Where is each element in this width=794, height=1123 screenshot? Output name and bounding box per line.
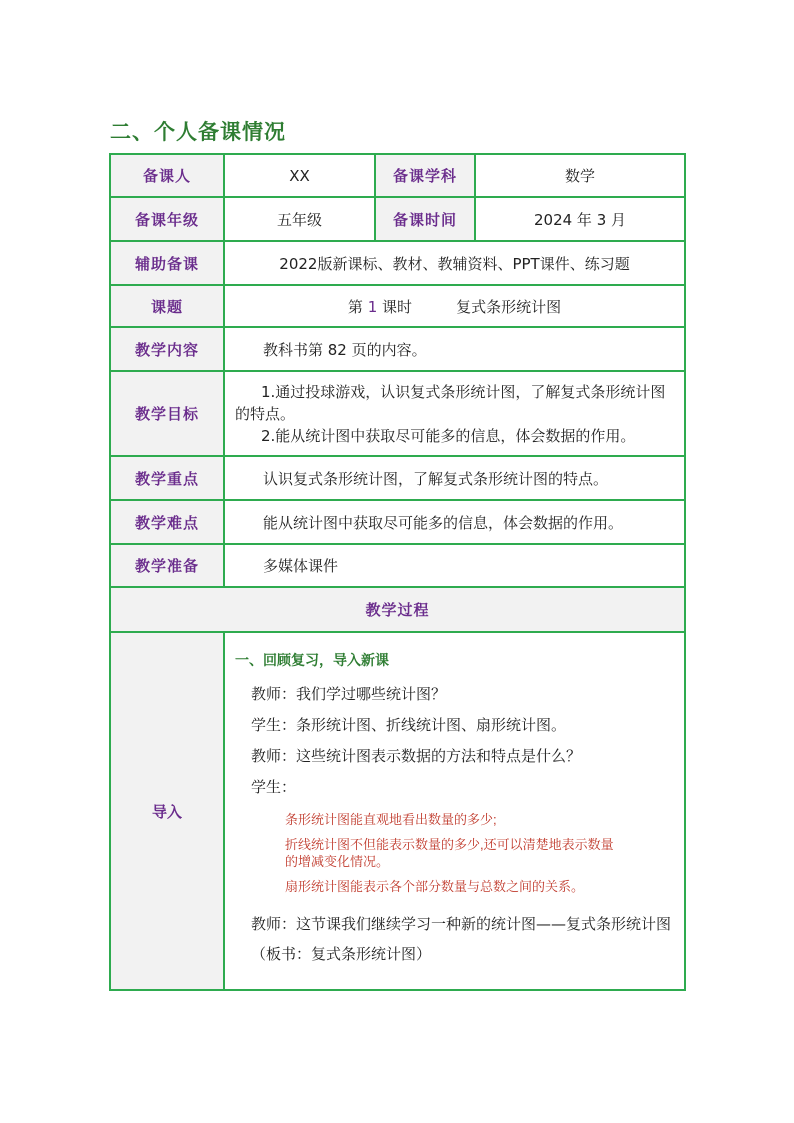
difficulty-value: 能从统计图中获取尽可能多的信息，体会数据的作用。 xyxy=(224,500,685,544)
key-value: 认识复式条形统计图，了解复式条形统计图的特点。 xyxy=(224,456,685,500)
topic-value xyxy=(224,285,685,327)
content-label: 教学内容 xyxy=(110,327,224,371)
answer-line-chart-a: 折线统计图不但能表示数量的多少,还可以清楚地表示数量 xyxy=(285,836,614,852)
row-grade xyxy=(110,197,685,241)
dialog-line-1: 教师：我们学过哪些统计图？ xyxy=(251,684,447,703)
grade-value: 五年级 xyxy=(224,197,375,241)
row-key xyxy=(110,456,685,500)
answer-line-chart-b: 的增减变化情况。 xyxy=(285,853,390,869)
row-prep xyxy=(110,544,685,587)
prep-label: 教学准备 xyxy=(110,544,224,587)
topic-unit: 课时 xyxy=(382,297,413,316)
subject-label: 备课学科 xyxy=(375,154,475,197)
topic-number: 1 xyxy=(367,297,378,316)
goal-value xyxy=(224,371,685,456)
time-label: 备课时间 xyxy=(375,197,475,241)
answer-bar-chart: 条形统计图能直观地看出数量的多少; xyxy=(285,811,497,827)
lesson-plan-table xyxy=(109,153,686,991)
intro-content xyxy=(224,632,685,990)
content-value: 教科书第 82 页的内容。 xyxy=(224,327,685,371)
topic-prefix: 第 xyxy=(347,297,363,316)
dialog-line-5: 教师：这节课我们继续学习一种新的统计图——复式条形统计图（板书：复式条形统计图） xyxy=(251,914,672,963)
subject-value: 数学 xyxy=(475,154,685,197)
dialog-line-3: 教师：这些统计图表示数据的方法和特点是什么？ xyxy=(251,746,582,765)
dialog-line-4: 学生： xyxy=(251,777,297,796)
row-difficulty xyxy=(110,500,685,544)
preparer-value: XX xyxy=(224,154,375,197)
row-preparer xyxy=(110,154,685,197)
difficulty-label: 教学难点 xyxy=(110,500,224,544)
section-heading: 二、个人备课情况 xyxy=(110,120,286,144)
goal-item-2: 2.能从统计图中获取尽可能多的信息，体会数据的作用。 xyxy=(261,426,636,445)
time-value: 2024 年 3 月 xyxy=(475,197,685,241)
intro-label: 导入 xyxy=(110,632,224,990)
preparer-label: 备课人 xyxy=(110,154,224,197)
row-aux xyxy=(110,241,685,285)
goal-item-1: 1.通过投球游戏，认识复式条形统计图，了解复式条形统计图的特点。 xyxy=(235,382,666,423)
row-topic xyxy=(110,285,685,327)
row-intro xyxy=(110,632,685,990)
row-content xyxy=(110,327,685,371)
topic-label: 课题 xyxy=(110,285,224,327)
goal-label: 教学目标 xyxy=(110,371,224,456)
aux-value: 2022版新课标、教材、教辅资料、PPT课件、练习题 xyxy=(224,241,685,285)
row-goal xyxy=(110,371,685,456)
key-label: 教学重点 xyxy=(110,456,224,500)
dialog-line-2: 学生：条形统计图、折线统计图、扇形统计图。 xyxy=(251,715,567,734)
prep-value: 多媒体课件 xyxy=(224,544,685,587)
intro-section-title: 一、回顾复习，导入新课 xyxy=(235,652,389,669)
topic-title: 复式条形统计图 xyxy=(456,297,562,316)
aux-label: 辅助备课 xyxy=(110,241,224,285)
row-process-header xyxy=(110,587,685,632)
answer-pie-chart: 扇形统计图能表示各个部分数量与总数之间的关系。 xyxy=(285,878,585,894)
grade-label: 备课年级 xyxy=(110,197,224,241)
process-header: 教学过程 xyxy=(110,587,685,632)
